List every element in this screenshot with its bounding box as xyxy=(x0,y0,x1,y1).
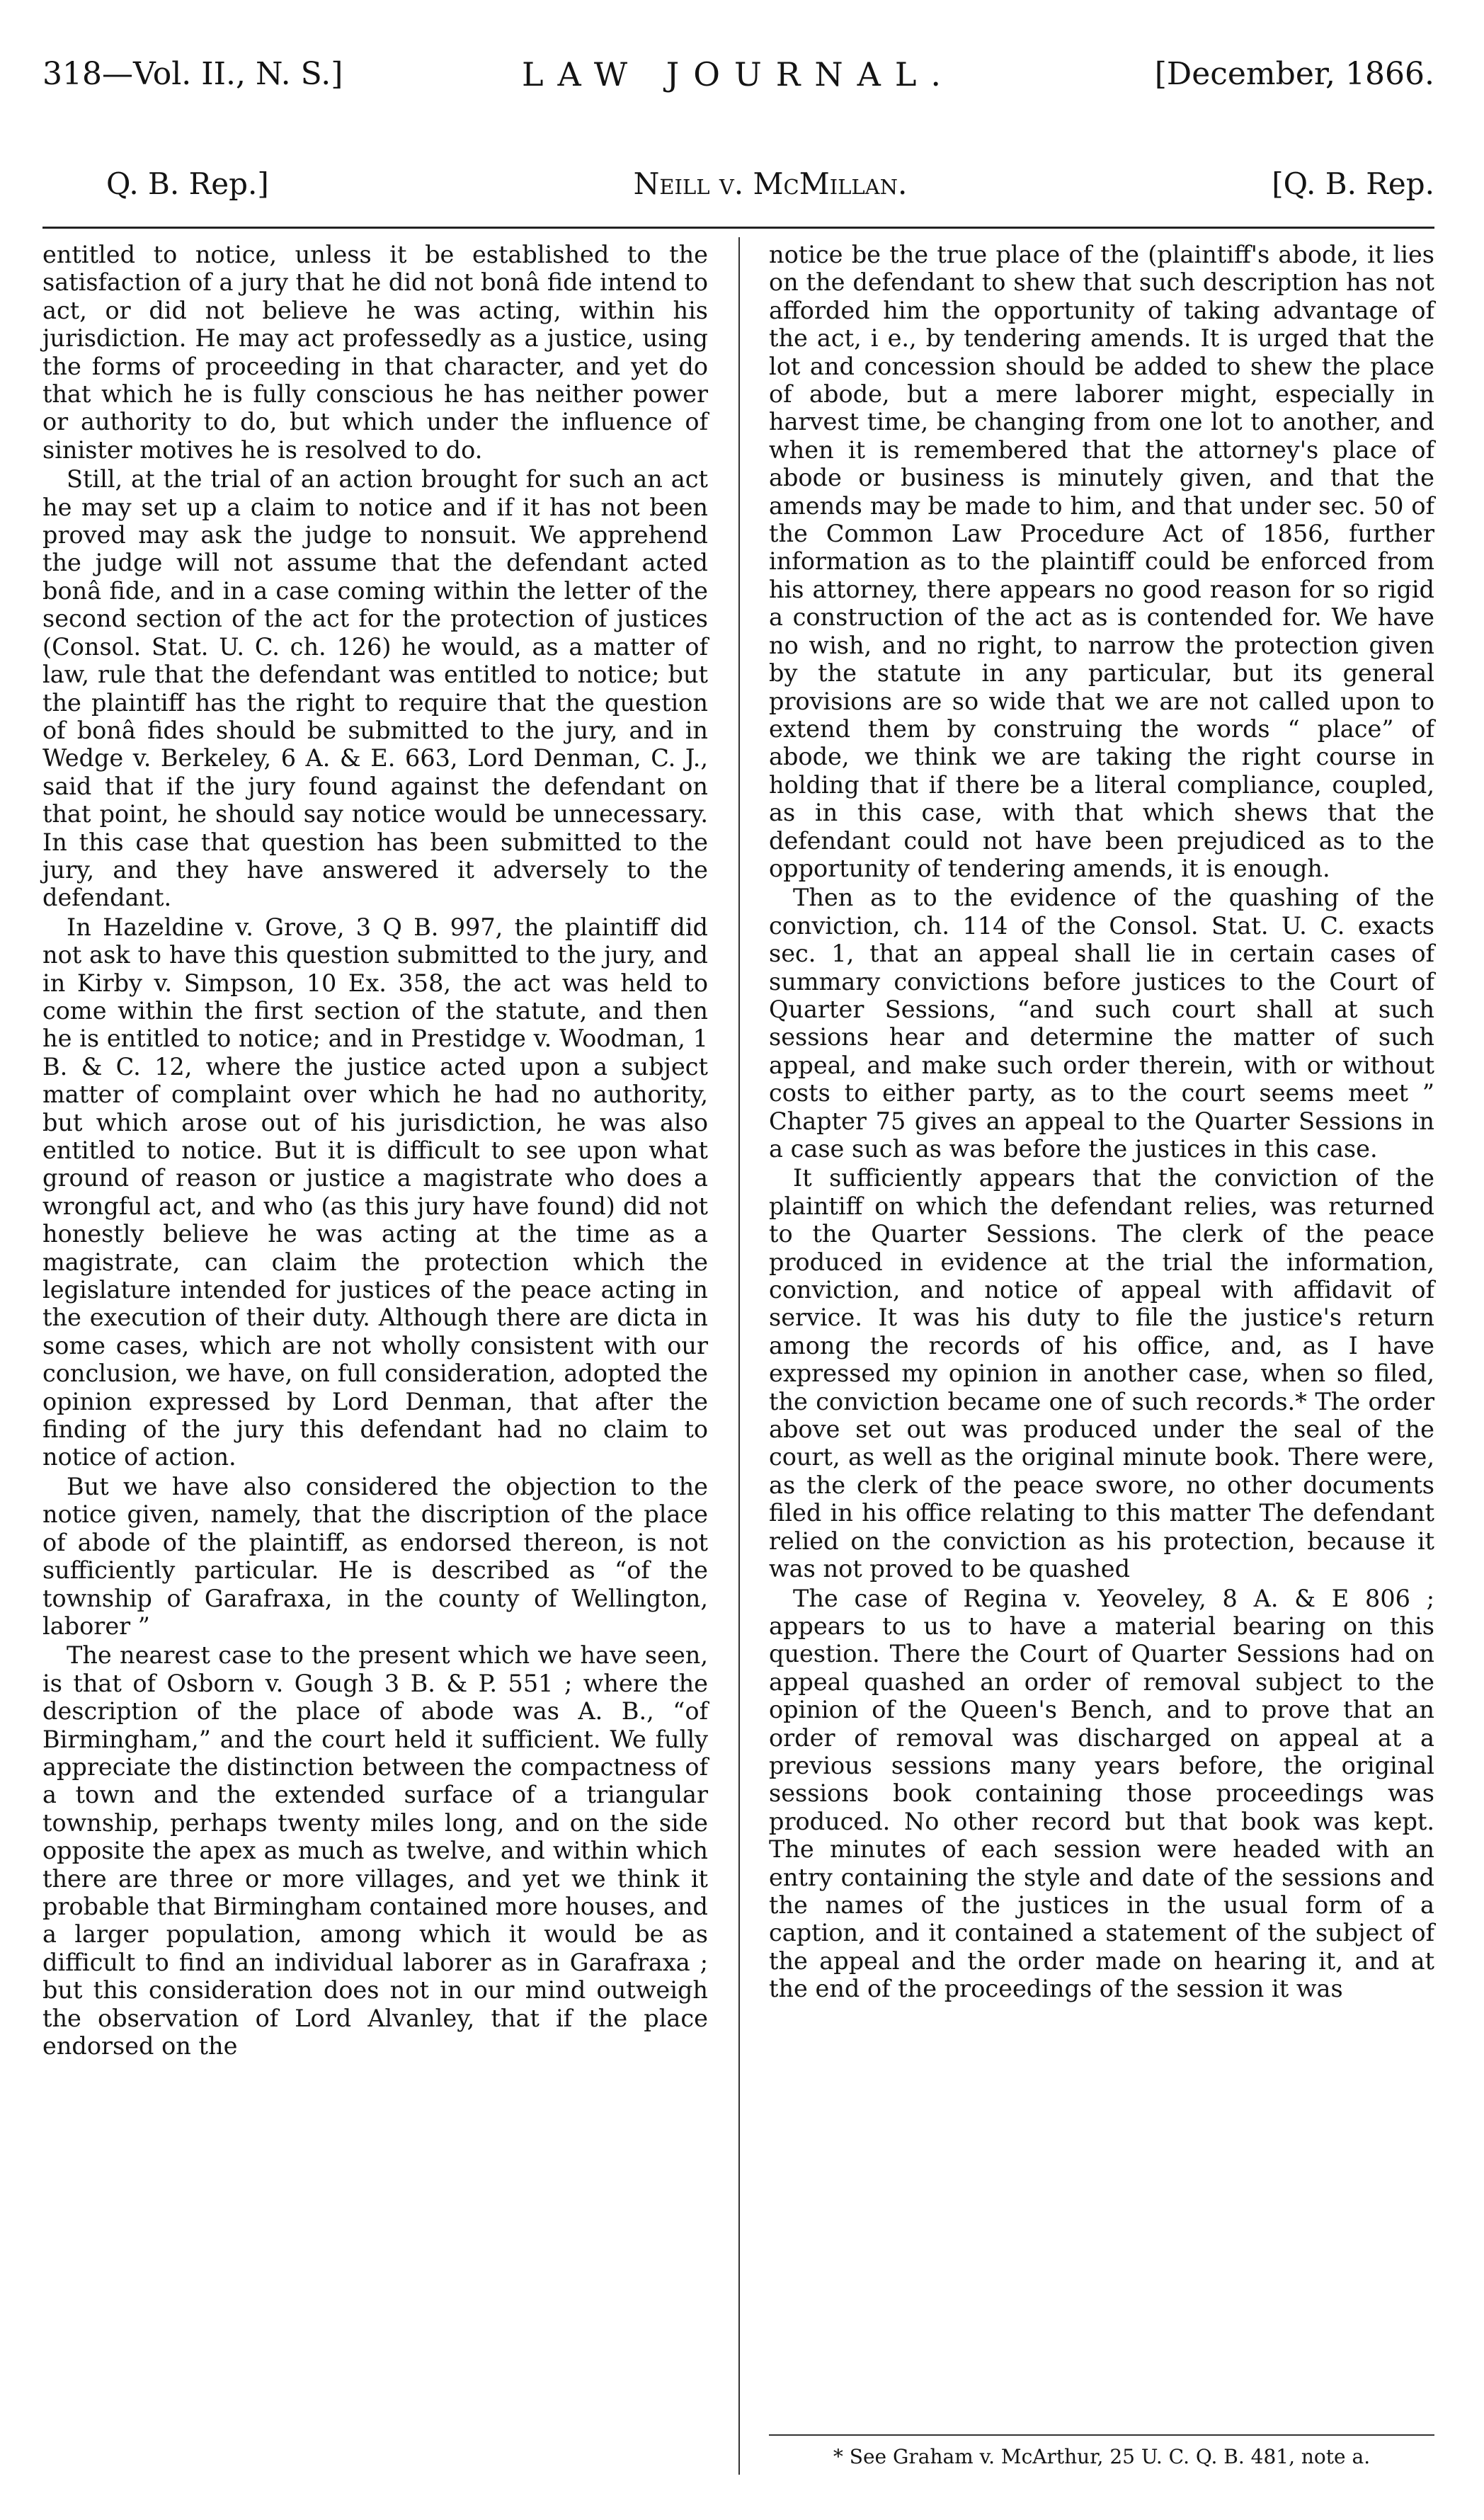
header-rule xyxy=(42,227,1434,229)
case-name: Neill v. McMillan. xyxy=(633,166,908,201)
paragraph: It sufficiently appears that the conviction of the plaintiff on which the defendant relies, was returned to the Quarter Sessions. The clerk of the peace produced in evidence at the trial the information, conviction, and notice of appeal with affidavit of service. It was his duty to file the justice's return among the records of his office, and, as I have expressed my opinion in another case, when so filed, the conviction became one of such records.* The order above set out was produced under the seal of the court, as well as the original minute book. There were, as the clerk of the peace swore, no other documents filed in his office relating to this matter The defendant relied on the conviction as his protection, because it was not proved to be quashed xyxy=(769,1164,1434,1583)
journal-title: LAW JOURNAL. xyxy=(522,55,955,93)
paragraph: Then as to the evidence of the quashing of the conviction, ch. 114 of the Consol. Stat. U. C. exacts sec. 1, that an appeal shall lie in certain cases of summary convictions before justices to the Court of Quarter Sessions, “and such court shall at such sessions hear and determine the matter of such appeal, and make such order therein, with or without costs to either party, as to the court seems meet ” Chapter 75 gives an appeal to the Quarter Sessions in a case such as was before the justices in this case. xyxy=(769,884,1434,1163)
paragraph: entitled to notice, unless it be established to the satisfaction of a jury that he did not bonâ fide intend to act, or did not believe he was acting, within his jurisdiction. He may act professedly as a justice, using the forms of proceeding in that character, and yet do that which he is fully conscious he has neither power or authority to do, but which under the influence of sinister motives he is resolved to do. xyxy=(42,241,708,464)
paragraph: The nearest case to the present which we have seen, is that of Osborn v. Gough 3 B. & P. 551 ; where the description of the place of abode was A. B., “of Birmingham,” and the court held it sufficient. We fully appreciate the distinction between the compactness of a town and the extended surface of a triangular township, perhaps twenty miles long, and on the side opposite the apex as much as twelve, and within which there are three or more villages, and yet we think it probable that Birmingham contained more houses, and a larger population, among which it would be as difficult to find an individual laborer as in Garafraxa ; but this consideration does not in our mind outweigh the observation of Lord Alvanley, that if the place endorsed on the xyxy=(42,1641,708,2060)
paragraph: notice be the true place of the (plaintiff's abode, it lies on the defendant to shew that such description has not afforded him the opportunity of taking advantage of the act, i e., by tendering amends. It is urged that the lot and concession should be added to shew the place of abode, but a mere laborer might, especially in harvest time, be changing from one lot to another, and when it is remembered that the attorney's place of abode or business is minutely given, and that the amends may be made to him, and that under sec. 50 of the Common Law Procedure Act of 1856, further information as to the plaintiff could be enforced from his attorney, there appears no good reason for so rigid a construction of the act as is contended for. We have no wish, and no right, to narrow the protection given by the statute in any particular, but its general provisions are so wide that we are not called upon to extend them by construing the words “ place” of abode, we think we are taking the right course in holding that if there be a literal compliance, coupled, as in this case, with that which shews that the defendant could not have been prejudiced as to the opportunity of tendering amends, it is enough. xyxy=(769,241,1434,882)
left-column xyxy=(42,241,708,2060)
paragraph: In Hazeldine v. Grove, 3 Q B. 997, the plaintiff did not ask to have this question submitted to the jury, and in Kirby v. Simpson, 10 Ex. 358, the act was held to come within the first section of the statute, and then he is entitled to notice; and in Prestidge v. Woodman, 1 B. & C. 12, where the justice acted upon a subject matter of complaint over which he had no authority, but which arose out of his jurisdiction, he was also entitled to notice. But it is difficult to see upon what ground of reason or justice a magistrate who does a wrongful act, and who (as this jury have found) did not honestly believe he was acting at the time as a magistrate, can claim the protection which the legislature intended for justices of the peace acting in the execution of their duty. Although there are dicta in some cases, which are not wholly consistent with our conclusion, we have, on full consideration, adopted the opinion expressed by Lord Denman, that after the finding of the jury this defendant had no claim to notice of action. xyxy=(42,913,708,1471)
section-label-left: Q. B. Rep.] xyxy=(106,166,269,201)
journal-page xyxy=(42,35,1434,2492)
paragraph: But we have also considered the objection to the notice given, namely, that the discription of the place of abode of the plaintiff, as endorsed thereon, is not sufficiently particular. He is described as “of the township of Garafraxa, in the county of Wellington, laborer ” xyxy=(42,1472,708,1640)
footnote: * See Graham v. McArthur, 25 U. C. Q. B. 481, note a. xyxy=(833,2445,1371,2468)
paragraph: The case of Regina v. Yeoveley, 8 A. & E 806 ; appears to us to have a material bearing on this question. There the Court of Quarter Sessions had on appeal quashed an order of removal subject to the opinion of the Queen's Bench, and to prove that an order of removal was discharged on appeal at a previous sessions many years before, the original sessions book containing those proceedings was produced. No other record but that book was kept. The minutes of each session were headed with an entry containing the style and date of the sessions and the names of the justices in the usual form of a caption, and it contained a statement of the subject of the appeal and the order made on hearing it, and at the end of the proceedings of the session it was xyxy=(769,1584,1434,2003)
case-header xyxy=(106,156,1434,212)
column-divider xyxy=(738,237,740,2475)
section-label-right: [Q. B. Rep. xyxy=(1272,166,1434,201)
issue-date: [December, 1866. xyxy=(1154,56,1434,92)
running-header xyxy=(42,35,1434,113)
footnote-rule xyxy=(769,2434,1434,2436)
paragraph: Still, at the trial of an action brought for such an act he may set up a claim to notice and if it has not been proved may ask the judge to nonsuit. We apprehend the judge will not assume that the defendant acted bonâ fide, and in a case coming within the letter of the second section of the act for the protection of justices (Consol. Stat. U. C. ch. 126) he would, as a matter of law, rule that the defendant was entitled to notice; but the plaintiff has the right to require that the question of bonâ fides should be submitted to the jury, and in Wedge v. Berkeley, 6 A. & E. 663, Lord Denman, C. J., said that if the jury found against the defendant on that point, he should say notice would be unnecessary. In this case that question has been submitted to the jury, and they have answered it adversely to the defendant. xyxy=(42,465,708,912)
right-column xyxy=(769,241,1434,2003)
page-reference: 318—Vol. II., N. S.] xyxy=(42,56,343,92)
